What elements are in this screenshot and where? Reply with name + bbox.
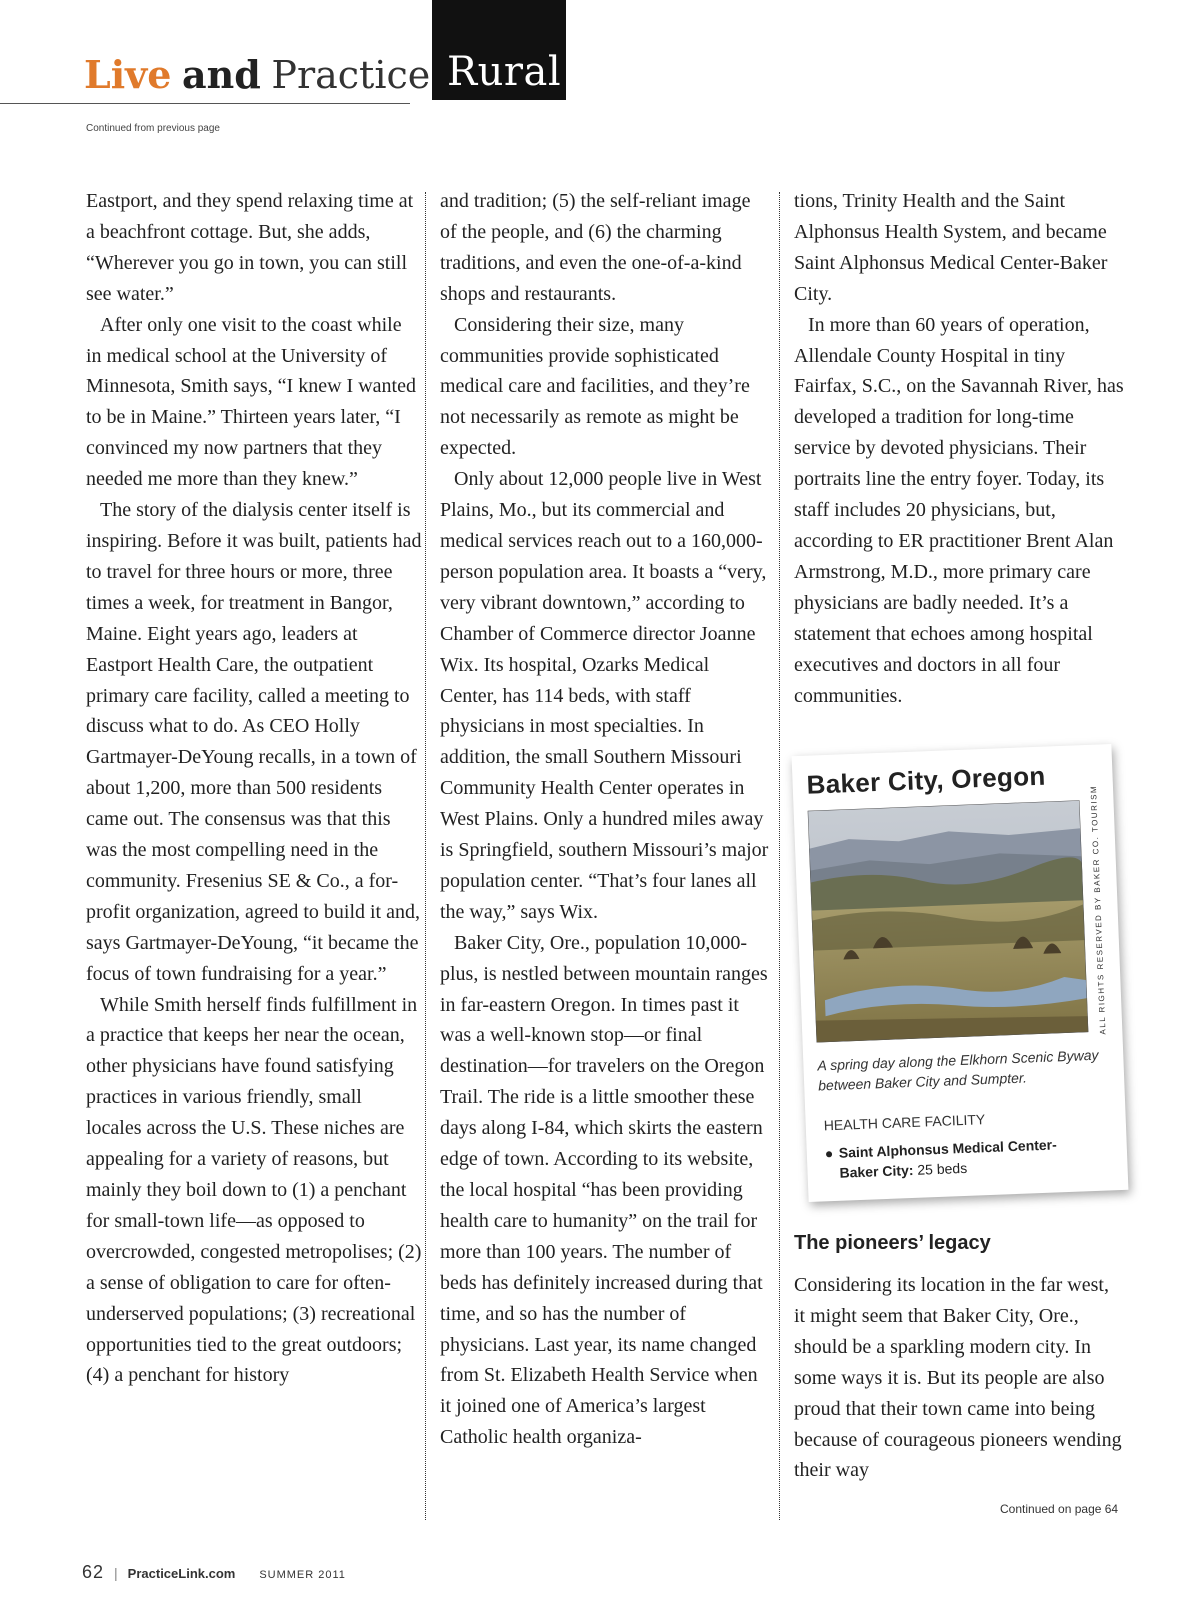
facility-name-line1: Saint Alphonsus Medical Center- [838, 1136, 1058, 1161]
page-header-title [84, 50, 430, 101]
footer-separator: | [114, 1565, 118, 1581]
continued-on-note: Continued on page 64 [1000, 1502, 1119, 1516]
header-word-live: Live [84, 52, 172, 97]
article-column-3 [794, 186, 1124, 711]
header-rule [0, 103, 410, 104]
section-label-box [432, 0, 566, 100]
paragraph: and tradition; (5) the self-reliant image of the people, and (6) the charming traditions, and even the one-of-a-kind shops and restaurants. [440, 190, 751, 305]
facility-item [824, 1133, 1105, 1184]
header-word-and: and [181, 52, 261, 97]
paragraph: The story of the dialysis center itself is inspiring. Before it was built, patients had to travel for three hours or more, three times a week, for treatment in Bangor, Maine. Eight years ago, leaders at Eastport Health Care, the outpatient primary care facility, called a meeting to discuss what to do. As CEO Holly Gartmayer-DeYoung recalls, in a town of about 1,200, more than 500 residents came out. The consensus was that this was the most compelling need in the community. Fresenius SE & Co., a for-profit organization, agreed to build it and, says Gartmayer-DeYoung, “it became the focus of town fundraising for a year.” [86, 499, 422, 985]
facility-label: HEALTH CARE FACILITY [823, 1111, 986, 1134]
paragraph: Considering its location in the far west, it might seem that Baker City, Ore., should be a sparkling modern city. In some ways it is. But its people are also proud that their town came into being because of courageous pioneers wending their way [794, 1274, 1122, 1482]
page-number: 62 [82, 1562, 105, 1582]
header-word-practice: Practice [271, 53, 431, 97]
bullet-icon: ● [824, 1145, 834, 1162]
facility-name-line2: Baker City: [839, 1161, 914, 1181]
paragraph: While Smith herself finds fulfillment in a practice that keeps her near the ocean, other physicians have found satisfying practices in various friendly, small locales across the U.S. These niches are appealing for a variety of reasons, but mainly they boil down to (1) a penchant for small-town life—as opposed to overcrowded, congested metropolises; (2) a sense of obligation to care for often-underserved populations; (3) recreational opportunities tied to the great outdoors; (4) a penchant for history [86, 993, 422, 1387]
section-label: Rural [447, 49, 562, 95]
paragraph: In more than 60 years of operation, Allendale County Hospital in tiny Fairfax, S.C., on the Savannah River, has developed a tradition for long-time service by devoted physicians. Their portraits line the entry foyer. Today, its staff includes 20 physicians, but, according to ER practitioner Brent Alan Armstrong, M.D., more primary care physicians are badly needed. It’s a statement that echoes among hospital executives and doctors in all four communities. [794, 313, 1124, 707]
paragraph: Considering their size, many communities provide sophisticated medical care and facilities, and they’re not necessarily as remote as might be expected. [440, 313, 750, 460]
article-column-1 [86, 186, 422, 1391]
article-column-3-continued [794, 1270, 1124, 1486]
paragraph: After only one visit to the coast while in medical school at the University of Minnesota, Smith says, “I knew I wanted to be in Maine.” Thirteen years later, “I convinced my now partners that they needed me more than they knew.” [86, 313, 416, 491]
photo-credit: ALL RIGHTS RESERVED BY BAKER CO. TOURISM [1088, 784, 1108, 1035]
paragraph: Baker City, Ore., population 10,000-plus, is nestled between mountain ranges in far-eastern Oregon. In times past it was a well-known stop—or final destination—for travelers on the Oregon Trail. The ride is a little smoother these days along I-84, which skirts the eastern edge of town. According to its website, the local hospital “has been providing health care to humanity” on the trail for more than 100 years. The number of beds has definitely increased during that time, and so has the number of physicians. Last year, its name changed from St. Elizabeth Health Service when it joined one of America’s largest Catholic health organiza- [440, 931, 768, 1449]
baker-city-sidebar-card [792, 744, 1129, 1202]
sidebar-title: Baker City, Oregon [806, 760, 1047, 800]
column-divider-1 [425, 192, 426, 1520]
paragraph: tions, Trinity Health and the Saint Alphonsus Health System, and became Saint Alphonsus Medical Center-Baker City. [794, 190, 1108, 305]
column-divider-2 [779, 192, 780, 1520]
paragraph: Eastport, and they spend relaxing time at a beachfront cottage. But, she adds, “Wherever you go in town, you can still see water.” [86, 190, 414, 305]
landscape-photo [808, 800, 1089, 1042]
photo-caption: A spring day along the Elkhorn Scenic Byway between Baker City and Sumpter. [817, 1046, 1099, 1094]
footer-site: PracticeLink.com [127, 1566, 236, 1581]
facility-beds: 25 beds [917, 1159, 968, 1178]
section-heading: The pioneers’ legacy [794, 1232, 991, 1254]
page-footer [82, 1562, 346, 1583]
article-column-2 [440, 186, 770, 1453]
continued-from-note: Continued from previous page [86, 123, 220, 134]
footer-issue: SUMMER 2011 [259, 1569, 346, 1581]
paragraph: Only about 12,000 people live in West Plains, Mo., but its commercial and medical services reach out to a 160,000-person population area. It boasts a “very, very vibrant downtown,” according to Chamber of Commerce director Joanne Wix. Its hospital, Ozarks Medical Center, has 114 beds, with staff physicians in most specialties. In addition, the small Southern Missouri Community Health Center operates in West Plains. Only a hundred miles away is Springfield, southern Missouri’s major population center. “That’s four lanes all the way,” says Wix. [440, 468, 769, 923]
